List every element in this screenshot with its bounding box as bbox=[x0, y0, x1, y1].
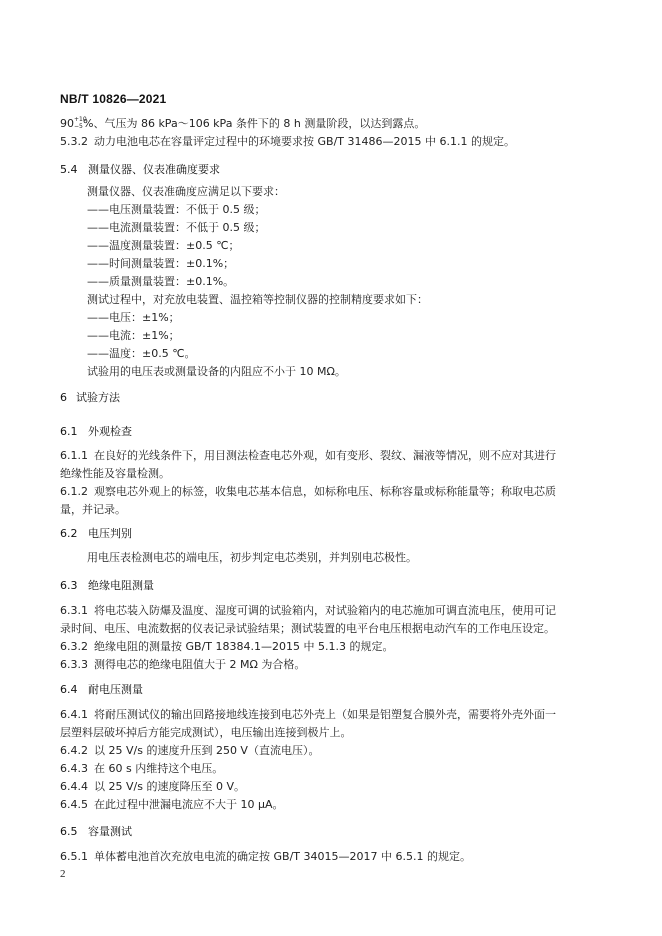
section-title: 耐电压测量 bbox=[88, 683, 143, 696]
section-title: 容量测试 bbox=[88, 825, 132, 838]
clause-number: 6.1.2 bbox=[60, 485, 88, 498]
section-title: 外观检查 bbox=[88, 425, 132, 438]
clause-number: 5.3.2 bbox=[60, 135, 88, 148]
clause-5-3-2 bbox=[60, 133, 620, 150]
clause-6-4-4 bbox=[60, 778, 620, 795]
clause-text: 以 25 V/s 的速度降压至 0 V。 bbox=[94, 780, 245, 793]
tolerance-mark bbox=[74, 116, 87, 131]
section-number: 6.4 bbox=[60, 683, 78, 696]
clause-6-1-2 bbox=[60, 483, 620, 500]
clause-6-4-3 bbox=[60, 760, 620, 777]
clause-text: 以 25 V/s 的速度升压到 250 V（直流电压）。 bbox=[94, 744, 320, 757]
section-title: 绝缘电阻测量 bbox=[88, 579, 154, 592]
paragraph-line: 层塑料层破坏掉后方能完成测试），电压输出连接到极片上。 bbox=[60, 726, 352, 739]
paragraph-line: 绝缘性能及容量检测。 bbox=[60, 467, 170, 480]
clause-6-1-1 bbox=[60, 447, 620, 464]
section-title: 试验方法 bbox=[76, 391, 120, 404]
page-number: 2 bbox=[60, 868, 66, 880]
clause-number: 6.1.1 bbox=[60, 449, 88, 462]
section-heading-6-1 bbox=[60, 423, 620, 440]
clause-text: 将耐压测试仪的输出回路接地线连接到电芯外壳上（如果是铝塑复合膜外壳，需要将外壳外面一 bbox=[94, 708, 556, 721]
clause-number: 6.4.5 bbox=[60, 798, 88, 811]
section-number: 6.5 bbox=[60, 825, 78, 838]
list-item: ——质量测量装置：±0.1%。 bbox=[87, 275, 235, 288]
clause-number: 6.3.2 bbox=[60, 640, 88, 653]
clause-text: 动力电池电芯在容量评定过程中的环境要求按 GB/T 31486—2015 中 6.1.1 的规定。 bbox=[94, 135, 515, 148]
clause-number: 6.3.3 bbox=[60, 658, 88, 671]
clause-6-4-5 bbox=[60, 796, 620, 813]
paragraph-line: 量，并记录。 bbox=[60, 503, 126, 516]
paragraph-line: 测试过程中，对充放电装置、温控箱等控制仪器的控制精度要求如下： bbox=[87, 293, 428, 306]
tolerance-lower: −5 bbox=[74, 123, 83, 130]
list-item: ——时间测量装置：±0.1%； bbox=[87, 257, 235, 270]
paragraph-line bbox=[60, 115, 620, 132]
section-heading-6-4 bbox=[60, 681, 620, 698]
clause-number: 6.4.1 bbox=[60, 708, 88, 721]
clause-number: 6.5.1 bbox=[60, 850, 88, 863]
clause-number: 6.4.2 bbox=[60, 744, 88, 757]
list-item: ——温度测量装置：±0.5 ℃； bbox=[87, 239, 240, 252]
list-item: ——温度：±0.5 ℃。 bbox=[87, 347, 196, 360]
clause-text: 在 60 s 内维持这个电压。 bbox=[94, 762, 224, 775]
clause-6-3-3 bbox=[60, 656, 620, 673]
first-line-prefix: 90 bbox=[60, 117, 74, 130]
first-line-suffix: %、气压为 86 kPa～106 kPa 条件下的 8 h 测量阶段，以达到露点。 bbox=[83, 117, 426, 130]
list-item: ——电压：±1%； bbox=[87, 311, 180, 324]
clause-6-4-2 bbox=[60, 742, 620, 759]
clause-text: 测得电芯的绝缘电阻值大于 2 MΩ 为合格。 bbox=[94, 658, 306, 671]
paragraph-line: 试验用的电压表或测量设备的内阻应不小于 10 MΩ。 bbox=[87, 365, 346, 378]
clause-text: 观察电芯外观上的标签，收集电芯基本信息，如标称电压、标称容量或标称能量等；称取电芯质 bbox=[94, 485, 556, 498]
list-item: ——电压测量装置：不低于 0.5 级； bbox=[87, 203, 266, 216]
paragraph-line: 测量仪器、仪表准确度应满足以下要求： bbox=[87, 185, 285, 198]
paragraph-line: 录时间、电压、电流数据的仪表记录试验结果；测试装置的电平台电压根据电动汽车的工作电压设定。 bbox=[60, 622, 555, 635]
clause-6-3-1 bbox=[60, 602, 620, 619]
clause-text: 将电芯装入防爆及温度、湿度可调的试验箱内，对试验箱内的电芯施加可调直流电压，使用可记 bbox=[94, 604, 556, 617]
clause-text: 在此过程中泄漏电流应不大于 10 μA。 bbox=[94, 798, 284, 811]
section-heading-6-5 bbox=[60, 823, 620, 840]
section-number: 5.4 bbox=[60, 163, 78, 176]
clause-text: 绝缘电阻的测量按 GB/T 18384.1—2015 中 5.1.3 的规定。 bbox=[94, 640, 394, 653]
list-item: ——电流：±1%； bbox=[87, 329, 180, 342]
clause-6-5-1 bbox=[60, 848, 620, 865]
list-item: ——电流测量装置：不低于 0.5 级； bbox=[87, 221, 266, 234]
section-title: 测量仪器、仪表准确度要求 bbox=[88, 163, 220, 176]
clause-number: 6.4.3 bbox=[60, 762, 88, 775]
clause-number: 6.3.1 bbox=[60, 604, 88, 617]
section-heading-6-2 bbox=[60, 525, 620, 542]
clause-number: 6.4.4 bbox=[60, 780, 88, 793]
section-heading-6 bbox=[60, 389, 620, 406]
clause-text: 单体蓄电池首次充放电电流的确定按 GB/T 34015—2017 中 6.5.1 的规定。 bbox=[94, 850, 471, 863]
clause-6-3-2 bbox=[60, 638, 620, 655]
tolerance-upper: +10 bbox=[74, 116, 87, 123]
section-heading-6-3 bbox=[60, 577, 620, 594]
section-number: 6 bbox=[60, 391, 67, 404]
section-title: 电压判别 bbox=[88, 527, 132, 540]
standard-code: NB/T 10826—2021 bbox=[60, 92, 167, 106]
section-number: 6.1 bbox=[60, 425, 78, 438]
clause-text: 在良好的光线条件下，用目测法检查电芯外观，如有变形、裂纹、漏液等情况，则不应对其进行 bbox=[94, 449, 556, 462]
section-number: 6.3 bbox=[60, 579, 78, 592]
section-number: 6.2 bbox=[60, 527, 78, 540]
paragraph-line: 用电压表检测电芯的端电压，初步判定电芯类别，并判别电芯极性。 bbox=[87, 551, 417, 564]
section-heading-5-4 bbox=[60, 161, 620, 178]
clause-6-4-1 bbox=[60, 706, 620, 723]
